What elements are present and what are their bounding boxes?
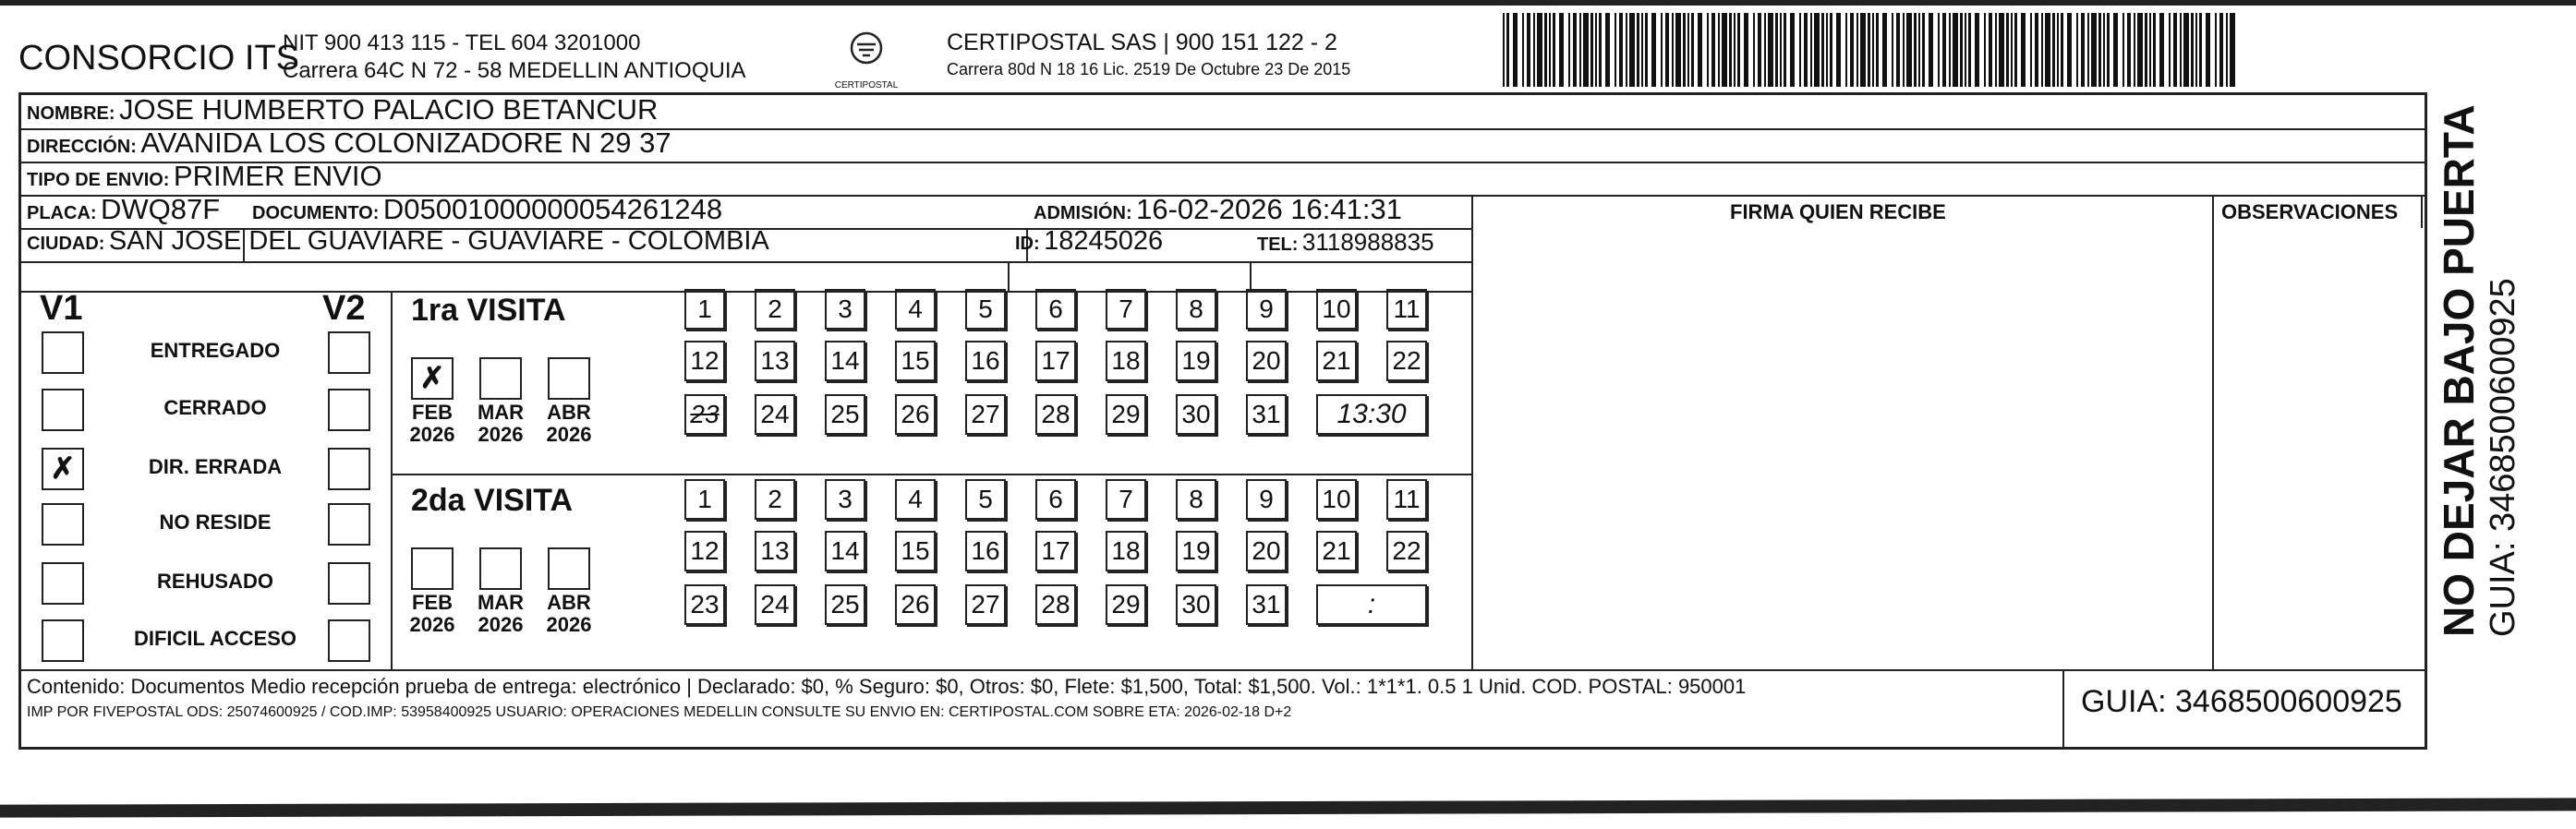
carrier-info [947, 30, 1350, 79]
v1-checkbox[interactable]: ✗ [42, 448, 84, 490]
admision-label: ADMISIÓN: [1034, 203, 1132, 223]
day-box[interactable]: 31 [1246, 394, 1287, 435]
day-box[interactable]: 5 [965, 289, 1006, 330]
day-box[interactable]: 26 [895, 394, 936, 435]
documento-label: DOCUMENTO: [252, 203, 380, 223]
logo-text: CERTIPOSTAL [834, 80, 899, 90]
day-box[interactable]: 24 [755, 584, 795, 625]
company-info [283, 30, 746, 85]
v2-checkbox[interactable] [328, 389, 370, 431]
day-box[interactable]: 6 [1035, 479, 1076, 520]
day-box[interactable]: 22 [1386, 531, 1427, 571]
time-box[interactable]: : [1316, 584, 1427, 625]
day-box[interactable]: 28 [1035, 394, 1076, 435]
day-box[interactable]: 7 [1106, 289, 1146, 330]
day-box[interactable]: 27 [965, 584, 1006, 625]
day-box[interactable]: 2 [755, 289, 795, 330]
month-checkbox[interactable] [548, 357, 590, 400]
tipo-field [27, 160, 382, 193]
day-box[interactable]: 1 [684, 289, 725, 330]
month-checkbox[interactable]: ✗ [411, 357, 454, 400]
day-box[interactable]: 30 [1176, 584, 1216, 625]
month-checkbox[interactable] [479, 547, 522, 590]
v1-checkbox[interactable] [42, 389, 84, 431]
day-box[interactable]: 1 [684, 479, 725, 520]
footer-imp: IMP POR FIVEPOSTAL ODS: 25074600925 / COD.IMP: 53958400925 USUARIO: OPERACIONES MEDELLIN CONSULTE SU ENVIO EN: CERTIPOSTAL.COM SOBRE ETA: 2026-02-18 D+2 [27, 704, 1292, 720]
tel-field [1257, 228, 1434, 257]
delivery-form [18, 92, 2427, 750]
month-label: MAR 2026 [477, 591, 525, 636]
month-label: ABR 2026 [546, 401, 592, 446]
ciudad-field [27, 226, 769, 257]
v1-header: V1 [40, 289, 83, 328]
observaciones-header: OBSERVACIONES [2221, 200, 2399, 223]
day-box[interactable]: 16 [965, 341, 1006, 381]
day-box[interactable]: 14 [825, 341, 865, 381]
day-box[interactable]: 13 [755, 341, 795, 381]
nit-line: NIT 900 413 115 - TEL 604 3201000 [283, 30, 641, 55]
day-box[interactable]: 6 [1035, 289, 1076, 330]
side-notice-guia: GUIA: 3468500600925 [2484, 278, 2522, 637]
day-box[interactable]: 3 [825, 289, 865, 330]
day-box[interactable]: 25 [825, 394, 865, 435]
placa-field [27, 193, 220, 226]
documento-field [252, 193, 722, 226]
month-checkbox[interactable] [479, 357, 522, 400]
status-label: NO RESIDE [159, 511, 272, 534]
day-box[interactable]: 12 [684, 341, 725, 381]
day-box[interactable]: 31 [1246, 584, 1287, 625]
month-checkbox[interactable] [411, 547, 454, 590]
bottom-rule [0, 798, 2576, 817]
v1-checkbox[interactable] [42, 331, 84, 374]
status-label: ENTREGADO [150, 339, 281, 362]
day-box[interactable]: 3 [825, 479, 865, 520]
day-box[interactable]: 7 [1106, 479, 1146, 520]
day-box[interactable]: 17 [1035, 531, 1076, 571]
day-box[interactable]: 20 [1246, 531, 1287, 571]
firma-header: FIRMA QUIEN RECIBE [1730, 200, 1946, 223]
month-checkbox[interactable] [548, 547, 590, 590]
side-notice-line1: NO DEJAR BAJO PUERTA [2435, 104, 2483, 637]
v2-checkbox[interactable] [328, 448, 370, 490]
status-label: DIR. ERRADA [148, 455, 283, 478]
v2-checkbox[interactable] [328, 331, 370, 374]
day-box[interactable]: 16 [965, 531, 1006, 571]
admision-value: 16-02-2026 16:41:31 [1136, 193, 1402, 225]
footer-content: Contenido: Documentos Medio recepción prueba de entrega: electrónico | Declarado: $0, % Seguro: $0, Otros: $0, Flete: $1,500, Total: $1,500. Vol.: 1*1*1. 0.5 1 Unid. COD. POSTAL: 950001 [27, 675, 1747, 698]
v2-header: V2 [322, 289, 366, 328]
v2-checkbox[interactable] [328, 503, 370, 546]
nombre-value: JOSE HUMBERTO PALACIO BETANCUR [119, 93, 659, 126]
day-box[interactable]: 21 [1316, 341, 1357, 381]
day-box[interactable]: 29 [1106, 394, 1146, 435]
status-label: CERRADO [163, 396, 267, 419]
day-box[interactable]: 14 [825, 531, 865, 571]
day-box[interactable]: 29 [1106, 584, 1146, 625]
certipostal-logo [820, 26, 913, 90]
id-value: 18245026 [1044, 226, 1164, 256]
top-rule [0, 0, 2576, 6]
placa-label: PLACA: [27, 203, 97, 223]
day-box[interactable]: 18 [1106, 531, 1146, 571]
v1-checkbox[interactable] [42, 619, 84, 662]
day-box[interactable]: 8 [1176, 479, 1216, 520]
day-box[interactable]: 15 [895, 531, 936, 571]
direccion-label: DIRECCIÓN: [27, 137, 137, 157]
carrier-line: CERTIPOSTAL SAS | 900 151 122 - 2 [947, 30, 1337, 55]
v2-checkbox[interactable] [328, 619, 370, 662]
day-box[interactable]: 5 [965, 479, 1006, 520]
id-field [1015, 226, 1163, 257]
admision-field [1034, 193, 1402, 226]
tel-value: 3118988835 [1301, 228, 1434, 256]
month-label: ABR 2026 [546, 591, 592, 636]
company-name: CONSORCIO ITS [18, 39, 300, 78]
id-label: ID: [1015, 234, 1040, 254]
side-notice [2434, 104, 2523, 637]
tipo-label: TIPO DE ENVIO: [27, 170, 170, 190]
day-box[interactable]: 21 [1316, 531, 1357, 571]
day-box[interactable]: 15 [895, 341, 936, 381]
day-box[interactable]: 11 [1386, 479, 1427, 520]
day-box[interactable]: 18 [1106, 341, 1146, 381]
day-box[interactable]: 27 [965, 394, 1006, 435]
placa-value: DWQ87F [101, 193, 221, 225]
day-box[interactable]: 26 [895, 584, 936, 625]
time-box[interactable]: 13:30 [1316, 394, 1427, 435]
barcode [1503, 13, 2242, 87]
first-visit-title: 1ra VISITA [411, 293, 566, 328]
status-label: DIFICIL ACCESO [133, 627, 296, 650]
day-box[interactable]: 23 [684, 584, 725, 625]
day-box[interactable]: 12 [684, 531, 725, 571]
day-box[interactable]: 10 [1316, 479, 1357, 520]
tel-label: TEL: [1257, 234, 1299, 255]
day-box[interactable]: 4 [895, 289, 936, 330]
day-box[interactable]: 8 [1176, 289, 1216, 330]
day-box[interactable]: 9 [1246, 479, 1287, 520]
nombre-field [27, 93, 658, 126]
carrier-address: Carrera 80d N 18 16 Lic. 2519 De Octubre 23 De 2015 [947, 60, 1351, 78]
second-visit-title: 2da VISITA [411, 483, 574, 518]
month-label: MAR 2026 [477, 401, 525, 446]
direccion-field [27, 126, 671, 160]
footer-guia: GUIA: 3468500600925 [2081, 684, 2402, 719]
documento-value: D05001000000054261248 [382, 193, 723, 225]
month-label: FEB 2026 [409, 401, 455, 446]
day-box[interactable]: 13 [755, 531, 795, 571]
day-box[interactable]: 10 [1316, 289, 1357, 330]
v2-checkbox[interactable] [328, 562, 370, 605]
day-box[interactable]: 19 [1176, 341, 1216, 381]
day-box[interactable]: 19 [1176, 531, 1216, 571]
day-box[interactable]: 22 [1386, 341, 1427, 381]
day-box[interactable]: 2 [755, 479, 795, 520]
day-box[interactable]: 4 [895, 479, 936, 520]
day-box[interactable]: 9 [1246, 289, 1287, 330]
tipo-value: PRIMER ENVIO [173, 160, 382, 192]
status-label: REHUSADO [157, 570, 273, 593]
company-address: Carrera 64C N 72 - 58 MEDELLIN ANTIOQUIA [283, 58, 746, 83]
v1-checkbox[interactable] [42, 562, 84, 605]
direccion-value: AVANIDA LOS COLONIZADORE N 29 37 [140, 126, 671, 159]
month-label: FEB 2026 [409, 591, 455, 636]
day-box[interactable]: 11 [1386, 289, 1427, 330]
v1-checkbox[interactable] [42, 503, 84, 546]
day-box[interactable]: 24 [755, 394, 795, 435]
nombre-label: NOMBRE: [27, 103, 115, 124]
day-box[interactable]: 23 [684, 394, 725, 435]
ciudad-value: SAN JOSE DEL GUAVIARE - GUAVIARE - COLOMBIA [108, 226, 769, 256]
day-box[interactable]: 28 [1035, 584, 1076, 625]
day-box[interactable]: 17 [1035, 341, 1076, 381]
day-box[interactable]: 25 [825, 584, 865, 625]
day-box[interactable]: 20 [1246, 341, 1287, 381]
ciudad-label: CIUDAD: [27, 234, 105, 254]
day-box[interactable]: 30 [1176, 394, 1216, 435]
